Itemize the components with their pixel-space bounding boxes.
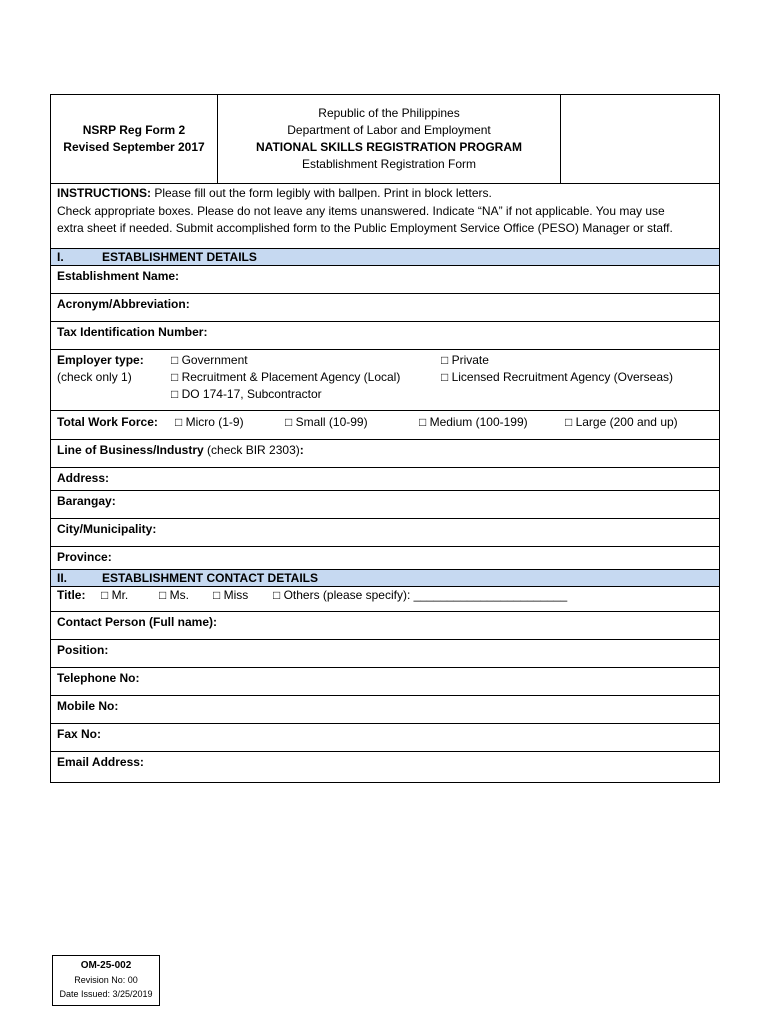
mobile-field[interactable]	[51, 696, 719, 724]
city-label: City/Municipality:	[57, 521, 157, 536]
address-field[interactable]	[51, 468, 719, 491]
instructions-label: INSTRUCTIONS:	[57, 186, 151, 200]
form-header	[51, 95, 719, 184]
fax-label: Fax No:	[57, 726, 102, 741]
document-control-box	[52, 955, 160, 1006]
province-field[interactable]	[51, 547, 719, 570]
checkbox-subcontractor[interactable]: □ DO 174-17, Subcontractor	[171, 386, 322, 401]
work-force-label: Total Work Force:	[57, 414, 158, 429]
checkbox-ms[interactable]: □ Ms.	[159, 587, 189, 602]
employer-type-options-right	[441, 352, 673, 410]
checkbox-private[interactable]: □ Private	[441, 352, 489, 367]
employer-type-label: Employer type:	[57, 352, 144, 367]
city-field[interactable]	[51, 519, 719, 547]
section-title: ESTABLISHMENT CONTACT DETAILS	[102, 570, 318, 585]
form-name: Establishment Registration Form	[301, 157, 477, 171]
program-title: NATIONAL SKILLS REGISTRATION PROGRAM	[256, 140, 522, 154]
date-issued: Date Issued: 3/25/2019	[59, 989, 153, 999]
header-title-cell	[218, 95, 561, 183]
instructions-text-1: Please fill out the form legibly with ballpen. Print in block letters.	[151, 186, 492, 200]
revision-number: Revision No: 00	[74, 975, 138, 985]
checkbox-licensed-overseas[interactable]: □ Licensed Recruitment Agency (Overseas)	[441, 369, 674, 384]
contact-person-label: Contact Person (Full name):	[57, 614, 218, 629]
checkbox-micro[interactable]: □ Micro (1-9)	[175, 414, 244, 429]
section-title: ESTABLISHMENT DETAILS	[102, 249, 257, 264]
title-row	[51, 587, 719, 612]
registration-form	[50, 94, 720, 783]
tin-field[interactable]	[51, 322, 719, 350]
province-label: Province:	[57, 549, 112, 564]
mobile-label: Mobile No:	[57, 698, 119, 713]
employer-type-options-left	[171, 352, 441, 410]
section-contact-details	[51, 570, 719, 587]
checkbox-medium[interactable]: □ Medium (100-199)	[419, 414, 528, 429]
employer-type-row	[51, 350, 719, 411]
line-of-business-note: (check BIR 2303)	[203, 442, 300, 457]
contact-person-field[interactable]	[51, 612, 719, 640]
section-number: I.	[57, 249, 64, 264]
position-field[interactable]	[51, 640, 719, 668]
work-force-row	[51, 411, 719, 440]
document-code: OM-25-002	[80, 960, 132, 971]
acronym-field[interactable]	[51, 294, 719, 322]
line-of-business-colon: :	[299, 442, 304, 457]
barangay-label: Barangay:	[57, 493, 116, 508]
acronym-label: Acronym/Abbreviation:	[57, 296, 190, 311]
checkbox-large[interactable]: □ Large (200 and up)	[565, 414, 678, 429]
header-form-id-cell	[51, 95, 218, 183]
checkbox-mr[interactable]: □ Mr.	[101, 587, 129, 602]
checkbox-small[interactable]: □ Small (10-99)	[285, 414, 368, 429]
checkbox-government[interactable]: □ Government	[171, 352, 248, 367]
republic-text: Republic of the Philippines	[318, 106, 460, 120]
instructions-line-2: Check appropriate boxes. Please do not leave any items unanswered. Indicate “NA” if not applicable. You may use	[57, 203, 665, 218]
checkbox-recruitment-local[interactable]: □ Recruitment & Placement Agency (Local)	[171, 369, 401, 384]
line-of-business-label: Line of Business/Industry	[57, 442, 204, 457]
checkbox-miss[interactable]: □ Miss	[213, 587, 249, 602]
email-label: Email Address:	[57, 754, 144, 769]
form-id: NSRP Reg Form 2	[82, 123, 186, 137]
section-number: II.	[57, 570, 68, 585]
employer-type-sub: (check only 1)	[57, 369, 132, 384]
telephone-field[interactable]	[51, 668, 719, 696]
establishment-name-label: Establishment Name:	[57, 268, 180, 283]
instructions-line-3: extra sheet if needed. Submit accomplished form to the Public Employment Service Office (PESO) Manager or staff.	[57, 221, 673, 235]
email-field[interactable]	[51, 752, 719, 782]
line-of-business-field[interactable]	[51, 440, 719, 468]
instructions-block	[51, 184, 719, 249]
position-label: Position:	[57, 642, 109, 657]
establishment-name-field[interactable]	[51, 266, 719, 294]
header-blank-cell	[561, 95, 719, 183]
fax-field[interactable]	[51, 724, 719, 752]
employer-type-label-cell	[57, 352, 171, 410]
section-establishment-details	[51, 249, 719, 266]
barangay-field[interactable]	[51, 491, 719, 519]
department-text: Department of Labor and Employment	[287, 123, 491, 137]
instructions-line-1	[57, 185, 713, 203]
title-label: Title:	[57, 587, 86, 602]
tin-label: Tax Identification Number:	[57, 324, 208, 339]
telephone-label: Telephone No:	[57, 670, 140, 685]
revised-date: Revised September 2017	[63, 140, 205, 154]
address-label: Address:	[57, 470, 110, 485]
checkbox-others[interactable]: □ Others (please specify): _______________________	[273, 587, 568, 602]
